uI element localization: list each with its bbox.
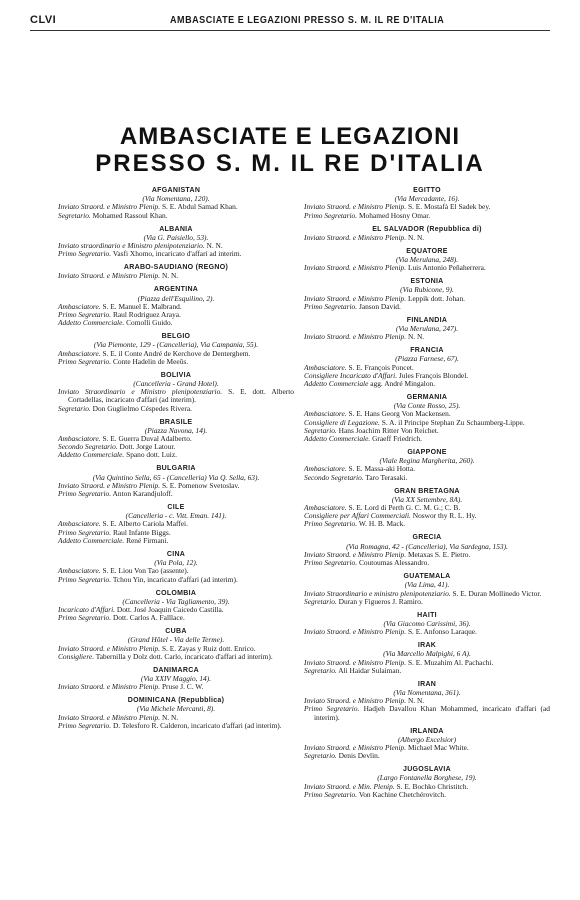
staff-role: Segretario. (58, 210, 91, 220)
staff-name: Noswor thy R. L. Hy. (410, 511, 477, 521)
staff-line (304, 791, 550, 799)
staff-role: Primo Segretario. (58, 310, 112, 320)
staff-role: Ambasciatore. (304, 362, 347, 372)
staff-role: Consigliere per Affari Commerciali. (304, 511, 411, 521)
embassy-address: (Via Marcello Malpighi, 6 A). (383, 649, 471, 659)
country-name: ARABO-SAUDIANO (REGNO) (123, 264, 229, 272)
staff-name: Duran y Figueros J. Ramiro. (336, 596, 423, 606)
staff-line (304, 333, 550, 341)
staff-role: Inviato Straord. e Ministro Plenip. (58, 682, 161, 692)
staff-role: Segretario. (304, 751, 337, 761)
staff-role: Inviato Straord. e Ministro Plenip. (304, 549, 407, 559)
staff-name: Vasfi Xhomo, incaricato d'affari ad interim. (111, 249, 242, 259)
staff-role: Inviato Straord. e Min. Plenip. (304, 781, 395, 791)
staff-name: Comolli Guido. (124, 318, 173, 328)
embassy-address: (Cancelleria - c. Vitt. Eman. 141). (125, 511, 227, 521)
staff-name: Mohamed Hosny Omar. (357, 210, 431, 220)
embassy-address: (Viale Regina Margherita, 260). (379, 456, 475, 466)
staff-role: Primo Segretario. (304, 558, 358, 568)
staff-role: Primo Segretario. (58, 527, 112, 537)
staff-line (58, 319, 294, 327)
staff-line (58, 358, 294, 366)
country-name: CUBA (165, 628, 187, 636)
staff-name: Von Kachine Chetchérovitch. (357, 789, 446, 799)
staff-role: Ambasciatore. (58, 566, 101, 576)
staff-name: N. N. (204, 241, 223, 251)
staff-role: Inviato Straord. e Ministro Plenip. (58, 643, 161, 653)
embassy-entry (58, 419, 294, 460)
staff-line (304, 212, 550, 220)
page-title-line-2: PRESSO S. M. IL RE D'ITALIA (95, 150, 485, 177)
staff-role: Addetto Commerciale. (304, 434, 371, 444)
staff-name: René Firmani. (124, 535, 169, 545)
staff-name: Tabernilla y Dolz dott. Carlo, incaricato d'affari ad interim). (94, 651, 273, 661)
staff-name: S. E. Muzahim Al. Pachachi. (406, 657, 494, 667)
staff-name: S. E. Zayas y Ruiz dott. Enrico. (160, 643, 256, 653)
right-column (304, 187, 550, 805)
staff-role: Ambasciatore. (58, 434, 101, 444)
staff-name: Ali Haidar Sulaiman. (336, 665, 402, 675)
country-name: AFGANISTAN (151, 187, 201, 194)
staff-name: Luis Antonio Peñaherrera. (406, 263, 486, 273)
staff-role: Primo Segretario. (58, 249, 112, 259)
country-name: FINLANDIA (406, 316, 448, 324)
staff-name: Janson David. (357, 301, 401, 311)
staff-name: Hans Joachim Ritter Von Reichet. (336, 425, 439, 435)
country-name: GRAN BRETAGNA (394, 487, 460, 495)
embassy-entry (58, 333, 294, 366)
staff-role: Secondo Segretario. (58, 442, 118, 452)
staff-role: Primo Segretario. (58, 489, 112, 499)
staff-name: agg. André Mingalon. (368, 379, 436, 389)
embassy-address: (Cancelleria - Grand Hotel). (133, 379, 219, 389)
staff-role: Consigliere. (58, 651, 95, 661)
staff-name: S. E. Manuel E. Malbrand. (100, 301, 182, 311)
staff-name: Leppik dott. Johan. (406, 293, 466, 303)
embassy-address: (Via Mercadante, 16). (394, 194, 460, 204)
embassy-address: (Largo Fontanella Borghese, 19). (377, 773, 477, 783)
staff-role: Segretario. (304, 665, 337, 675)
embassy-entry (58, 697, 294, 730)
staff-role: Inviato Straord. e Ministro Plenip. (304, 202, 407, 212)
staff-name: Spano dott. Luiz. (124, 450, 177, 460)
country-name: ALBANIA (159, 225, 193, 233)
embassy-entry (58, 504, 294, 545)
embassy-address: (Via Romagna, 42 - (Cancelleria), Via Sardegna, 153). (346, 541, 508, 551)
staff-role: Incaricato d'Affari. (58, 604, 116, 614)
embassy-address: (Via Lima, 41). (404, 580, 450, 590)
staff-role: Segretario. (304, 425, 337, 435)
embassy-address: (Via Michele Mercanti, 8). (136, 704, 216, 714)
staff-name: S. E. Liou Von Tao (assente). (100, 566, 189, 576)
page-number: CLVI (30, 14, 57, 26)
embassy-entry (304, 394, 550, 443)
embassy-address: (Albergo Excelsior) (397, 734, 457, 744)
country-name: GRECIA (412, 534, 442, 542)
staff-name: Hadjeh Davallou Khan Mohammed, incaricato d'affari (ad interim). (314, 704, 550, 722)
staff-role: Inviato Straord. e Ministro Plenip. (304, 696, 407, 706)
staff-line (58, 614, 294, 622)
staff-line (304, 598, 550, 606)
embassy-entry (304, 248, 550, 273)
staff-role: Inviato Straord. e Ministro Plenip. (304, 742, 407, 752)
staff-line (58, 405, 294, 413)
country-name: EL SALVADOR (Repubblica di) (372, 225, 482, 233)
staff-role: Ambasciatore. (58, 519, 101, 529)
staff-line (304, 628, 550, 636)
staff-name: Dott. Carlos A. Falllace. (111, 613, 185, 623)
embassy-entry (304, 278, 550, 311)
left-column (58, 187, 294, 736)
country-name: BRASILE (159, 418, 193, 426)
staff-line (58, 250, 294, 258)
staff-role: Primo Segretario. (58, 356, 112, 366)
staff-name: Raul Rodriguez Araya. (111, 310, 181, 320)
staff-role: Inviato Straord. e Ministro Plenip. (304, 232, 407, 242)
embassy-entry (304, 187, 550, 220)
staff-line (58, 653, 294, 661)
embassy-entry (58, 264, 294, 280)
embassy-entry (58, 286, 294, 327)
embassy-address: (Via Quintino Sella, 65 - (Cancelleria) Via Q. Sella, 63). (92, 472, 260, 482)
staff-line (58, 490, 294, 498)
country-name: EGITTO (413, 187, 441, 194)
staff-name: S. E. Hans Georg Von Mackensen. (346, 409, 451, 419)
staff-name: Graeff Friedrich. (370, 434, 423, 444)
embassy-entry (304, 226, 550, 242)
staff-name: Mohamed Rassoul Khan. (90, 210, 168, 220)
embassy-entry (304, 766, 550, 799)
embassy-entry (58, 372, 294, 413)
staff-role: Inviato Straord. e Ministro Plenip. (304, 657, 407, 667)
embassy-address: (Via Merulana, 248). (395, 255, 459, 265)
staff-role: Ambasciatore. (304, 464, 347, 474)
embassy-entry (304, 728, 550, 761)
staff-line (304, 474, 550, 482)
staff-name: S. E. Duran Mollinedo Victor. (450, 588, 542, 598)
staff-line (304, 380, 550, 388)
staff-role: Inviato straordinario e Ministro plenipotenziario. (58, 241, 205, 251)
staff-role: Inviato Straord. e Ministro Plenip. (304, 263, 407, 273)
country-name: EQUATORE (406, 247, 448, 255)
country-name: GERMANIA (406, 394, 448, 402)
staff-name: S. E. Lord di Perth G. C. M. G.; C. B. (346, 503, 461, 513)
country-name: ESTONIA (410, 278, 444, 286)
embassy-entry (304, 317, 550, 342)
staff-name: Pruse J. C. W. (160, 682, 204, 692)
country-name: GUATEMALA (403, 573, 451, 581)
staff-role: Consigliere Incaricato d'Affari. (304, 370, 398, 380)
staff-role: Primo Segretario. (58, 720, 112, 730)
staff-line (304, 234, 550, 242)
staff-line (58, 212, 294, 220)
staff-name: Michael Mac White. (406, 742, 469, 752)
embassy-address: (Via Piemonte, 129 - (Cancelleria), Via Campania, 55). (93, 340, 259, 350)
staff-role: Ambasciatore. (58, 301, 101, 311)
embassy-entry (304, 642, 550, 675)
staff-line (58, 537, 294, 545)
embassy-address: (Grand Hôtel - Via delle Terme). (127, 635, 225, 645)
embassy-entry (304, 612, 550, 637)
staff-role: Primo Segretario. (304, 704, 360, 714)
staff-name: S. E. Abdul Samad Khan. (160, 202, 238, 212)
staff-role: Secondo Segretario. (304, 472, 364, 482)
embassy-address: (Via Nomentana, 361). (393, 687, 461, 697)
country-name: DANIMARCA (153, 666, 199, 674)
running-title: AMBASCIATE E LEGAZIONI PRESSO S. M. IL RE D'ITALIA (170, 14, 445, 26)
staff-role: Inviato Straord. e Ministro Plenip. (58, 480, 161, 490)
staff-name: Conte Hadelin de Meeûs. (111, 356, 189, 366)
embassy-address: (Via XXIV Maggio, 14). (140, 673, 212, 683)
staff-line (304, 264, 550, 272)
staff-name: Don Guglielmo Céspedes Rivera. (90, 403, 192, 413)
staff-name: W. H. B. Mack. (357, 519, 406, 529)
country-name: DOMINICANA (Repubblica) (127, 697, 225, 705)
embassy-address: (Piazza Farnese, 67). (395, 354, 459, 364)
staff-role: Addetto Commerciale (304, 379, 369, 389)
embassy-entry (58, 465, 294, 498)
country-name: COLOMBIA (155, 589, 197, 597)
staff-name: N. N. (160, 712, 179, 722)
country-name: IRLANDA (410, 727, 444, 735)
staff-line (304, 303, 550, 311)
staff-role: Inviato Straord. e Ministro Plenip. (58, 271, 161, 281)
staff-role: Inviato Straord. e Ministro Plenip. (304, 627, 407, 637)
staff-line (58, 722, 294, 730)
embassy-entry (58, 590, 294, 623)
embassy-address: (Via Nomentana, 120). (142, 194, 210, 204)
country-name: IRAN (417, 680, 437, 688)
staff-name: D. Telesforo R. Calderon, incaricato d'affari (ad interim). (111, 720, 282, 730)
staff-role: Ambasciatore. (304, 503, 347, 513)
staff-role: Primo Segretario. (304, 789, 358, 799)
country-name: HAITI (417, 611, 437, 619)
staff-role: Ambasciatore. (304, 409, 347, 419)
staff-name: Metaxas S. E. Pietro. (406, 549, 471, 559)
embassy-entry (304, 573, 550, 606)
staff-name: Dott. Jorge Latour. (117, 442, 176, 452)
staff-line (304, 705, 550, 721)
embassy-address: (Via Giacomo Carissimi, 36). (383, 618, 471, 628)
embassy-entry (58, 551, 294, 584)
staff-role: Consigliere di Legazione. (304, 417, 380, 427)
staff-line (58, 451, 294, 459)
staff-line (58, 576, 294, 584)
staff-name: S. E. Anfonso Laraque. (406, 627, 477, 637)
embassy-entry (304, 449, 550, 482)
staff-line (304, 435, 550, 443)
staff-name: Coutoumas Alessandro. (357, 558, 430, 568)
staff-name: S. E. il Conte André de Kerchove de Denterghem. (100, 348, 251, 358)
embassy-address: (Via Rubicone, 9). (400, 285, 454, 295)
staff-role: Primo Segretario. (58, 574, 112, 584)
staff-name: S. E. Mostafà El Sadek bey. (406, 202, 491, 212)
staff-role: Addetto Commerciale. (58, 450, 125, 460)
staff-role: Ambasciatore. (58, 348, 101, 358)
page-title-line-1: AMBASCIATE E LEGAZIONI (119, 123, 461, 150)
staff-name: N. N. (160, 271, 179, 281)
country-name: GIAPPONE (407, 449, 447, 457)
embassy-address: (Via Conte Rosso, 25). (393, 401, 461, 411)
staff-name: Anton Karandjuloff. (111, 489, 173, 499)
embassy-entry (304, 534, 550, 567)
embassy-address: (Via Pola, 12). (154, 558, 198, 568)
staff-name: N. N. (406, 232, 425, 242)
country-name: BELGIO (161, 333, 191, 341)
staff-name: S. E. dott. Alberto Cortadellas, incaricato d'affari (ad interim). (68, 387, 294, 405)
country-name: CILE (167, 504, 185, 512)
staff-name: Raul Infante Biggs. (111, 527, 171, 537)
staff-line (58, 272, 294, 280)
country-name: IRAK (417, 642, 437, 650)
staff-role: Inviato Straord. e Ministro Plenip. (304, 293, 407, 303)
staff-role: Inviato Straordinario e Ministro plenipotenziario. (58, 387, 223, 397)
embassy-address: (Via XX Settembre, 8A). (391, 494, 463, 504)
staff-name: Dott. José Joaquin Caicedo Castilla. (115, 604, 224, 614)
staff-name: S. E. Massa-aki Hotta. (346, 464, 415, 474)
staff-role: Segretario. (58, 403, 91, 413)
staff-name: S. E. Pomenow Svetoslav. (160, 480, 240, 490)
country-name: BOLIVIA (160, 371, 192, 379)
embassy-address: (Piazza dell'Esquilino, 2). (137, 293, 215, 303)
staff-name: Denis Devlin. (336, 751, 380, 761)
staff-role: Primo Segretario. (304, 210, 358, 220)
staff-line (304, 520, 550, 528)
staff-name: S. A. il Principe Stephan Zu Schaumberg-Lippe. (379, 417, 525, 427)
staff-role: Primo Segretario. (58, 613, 112, 623)
embassy-entry (58, 187, 294, 220)
embassy-address: (Via Merulana, 247). (395, 324, 459, 334)
embassy-address: (Cancelleria - Via Tagliamento, 39). (122, 596, 230, 606)
staff-line (304, 752, 550, 760)
staff-name: S. E. Guerra Duval Adalberto. (100, 434, 192, 444)
staff-role: Segretario. (304, 596, 337, 606)
staff-role: Addetto Commerciale. (58, 318, 125, 328)
staff-role: Inviato Straord. e Ministro Plenip. (304, 332, 407, 342)
staff-name: Tchou Yin, incaricato d'affari (ad interim). (111, 574, 238, 584)
staff-name: S. E. Alberto Cariola Maffei. (100, 519, 188, 529)
staff-role: Primo Segretario. (304, 301, 358, 311)
staff-role: Inviato Straordinario e ministro plenipotenziario. (304, 588, 451, 598)
staff-name: N. N. (406, 696, 425, 706)
embassy-entry (304, 347, 550, 388)
country-name: ARGENTINA (153, 286, 199, 294)
staff-line (304, 667, 550, 675)
embassy-entry (58, 667, 294, 692)
embassy-entry (58, 226, 294, 259)
staff-line (304, 559, 550, 567)
running-header (30, 10, 550, 31)
staff-line (58, 388, 294, 404)
staff-name: S. E. Bochko Christitch. (394, 781, 469, 791)
staff-name: N. N. (406, 332, 425, 342)
embassy-entry (304, 488, 550, 529)
embassy-address: (Piazza Navona, 14). (144, 425, 208, 435)
embassy-address: (Via G. Paisiello, 53). (143, 232, 209, 242)
staff-role: Primo Segretario. (304, 519, 358, 529)
embassy-entry (304, 681, 550, 722)
country-name: FRANCIA (410, 347, 444, 355)
country-name: CINA (166, 550, 186, 558)
staff-name: Taro Terasaki. (363, 472, 408, 482)
staff-role: Inviato Straord. e Ministro Plenip. (58, 202, 161, 212)
country-name: JUGOSLAVIA (403, 766, 451, 774)
country-name: BULGARIA (156, 465, 196, 473)
staff-role: Inviato Straord. e Ministro Plenip. (58, 712, 161, 722)
staff-role: Addetto Commerciale. (58, 535, 125, 545)
embassy-entry (58, 628, 294, 661)
staff-name: Jules François Blondel. (397, 370, 469, 380)
staff-line (58, 683, 294, 691)
staff-name: S. E. François Poncet. (346, 362, 414, 372)
